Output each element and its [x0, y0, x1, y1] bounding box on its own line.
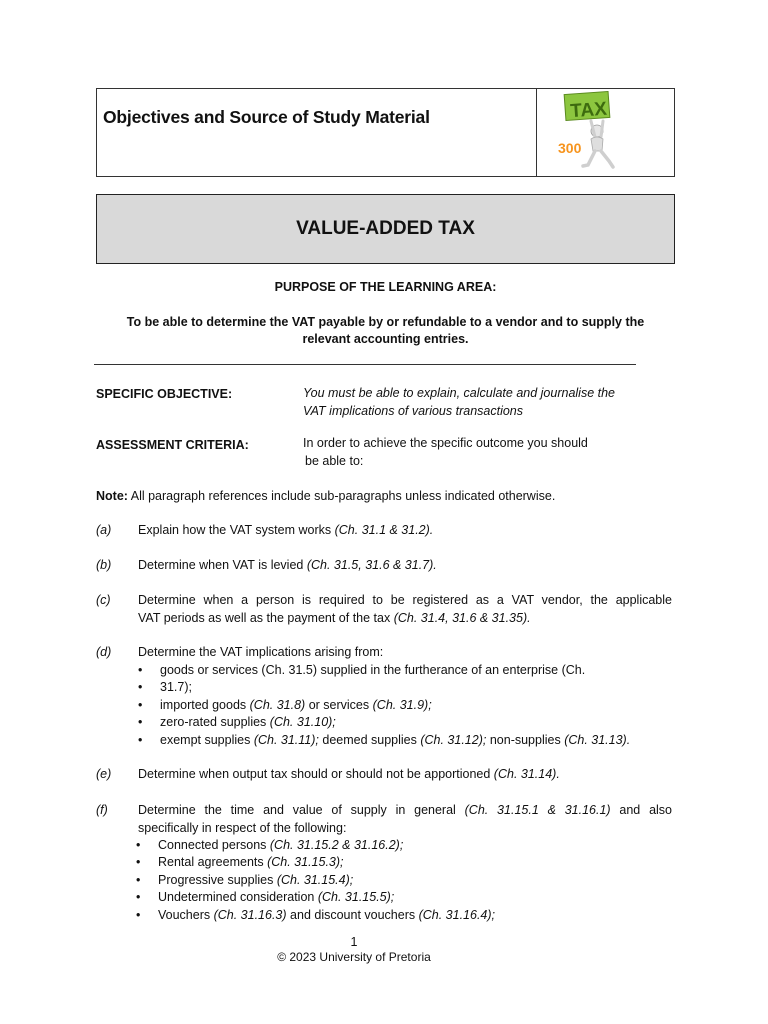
- list-item: [136, 837, 668, 854]
- item-d-bullet-5-text-3: non-supplies: [486, 732, 565, 747]
- purpose-heading: PURPOSE OF THE LEARNING AREA:: [274, 280, 497, 294]
- note: [96, 489, 555, 503]
- bullet-icon: •: [136, 855, 141, 870]
- bullet-icon: •: [138, 715, 143, 730]
- logo-tax-text: TAX: [569, 98, 608, 123]
- item-d-bullet-3-text-2: or services: [305, 697, 373, 712]
- item-b-marker: (b): [96, 558, 112, 572]
- list-item: [136, 854, 668, 871]
- item-f-bullet-5-ref: (Ch. 31.16.3): [213, 907, 287, 922]
- section-title: VALUE-ADDED TAX: [296, 218, 475, 239]
- assessment-criteria-line-1: In order to achieve the specific outcome you should: [303, 436, 588, 450]
- list-item: [138, 679, 670, 696]
- item-d-bullets: [138, 662, 670, 749]
- item-d-marker: (d): [96, 645, 112, 659]
- header-divider: [536, 88, 537, 177]
- list-item: [136, 907, 668, 924]
- divider-line: [94, 364, 636, 365]
- item-f-bullet-5-text: Vouchers: [158, 907, 214, 922]
- item-e-marker: (e): [96, 767, 112, 781]
- item-d-bullet-1: goods or services (Ch. 31.5) supplied in the furtherance of an enterprise (Ch.: [160, 663, 586, 677]
- bullet-icon: •: [138, 663, 143, 677]
- list-item: [138, 714, 670, 731]
- assessment-criteria-text: [303, 435, 648, 470]
- item-f: [138, 802, 672, 837]
- item-c-line-2: VAT periods as well as the payment of the tax: [138, 610, 394, 625]
- bullet-icon: •: [138, 732, 143, 747]
- page-number: 1: [350, 935, 358, 949]
- item-a: [138, 522, 672, 540]
- note-text: All paragraph references include sub-paragraphs unless indicated otherwise.: [127, 489, 556, 503]
- bullet-icon: •: [136, 890, 141, 905]
- specific-objective-label: SPECIFIC OBJECTIVE:: [96, 387, 233, 401]
- item-f-bullet-4-text: Undetermined consideration: [158, 890, 318, 905]
- bullet-icon: •: [136, 907, 141, 922]
- item-b: [138, 557, 672, 575]
- item-f-line-1-text-2: and also: [610, 803, 672, 817]
- item-d-bullet-3-ref-2: (Ch. 31.9);: [372, 697, 432, 712]
- item-a-ref: (Ch. 31.1 & 31.2).: [334, 523, 434, 537]
- item-f-bullet-2-text: Rental agreements: [158, 855, 268, 870]
- item-c-line-1: Determine when a person is required to be registered as a VAT vendor, the applicable: [138, 593, 672, 607]
- item-c-line-2-wrap: [138, 610, 672, 628]
- item-e-ref: (Ch. 31.14).: [493, 767, 560, 781]
- item-c-marker: (c): [96, 593, 111, 607]
- item-c-ref: (Ch. 31.4, 31.6 & 31.35).: [393, 610, 531, 625]
- assessment-criteria-label: ASSESSMENT CRITERIA:: [96, 438, 249, 452]
- item-d-bullet-3-text: imported goods: [160, 697, 250, 712]
- item-d-bullet-2: 31.7);: [160, 680, 192, 695]
- item-f-bullet-5-ref-2: (Ch. 31.16.4);: [418, 907, 496, 922]
- page-title: Objectives and Source of Study Material: [103, 107, 430, 127]
- list-item: [138, 662, 670, 679]
- specific-objective-line-2: VAT implications of various transactions: [303, 403, 524, 418]
- item-f-bullet-3-text: Progressive supplies: [158, 872, 277, 887]
- item-d-bullet-4-ref: (Ch. 31.10);: [269, 715, 336, 730]
- item-c: [138, 592, 672, 627]
- tax-300-logo: [555, 91, 625, 171]
- list-item: [138, 697, 670, 714]
- item-a-marker: (a): [96, 523, 112, 537]
- item-f-marker: (f): [96, 803, 108, 817]
- item-f-line-1-text: Determine the time and value of supply in general: [138, 803, 465, 817]
- purpose-line-1: To be able to determine the VAT payable by or refundable to a vendor and to supply the: [126, 315, 645, 329]
- item-d-bullet-5-text-2: deemed supplies: [318, 732, 421, 747]
- bullet-icon: •: [136, 872, 141, 887]
- item-e: [138, 766, 672, 784]
- item-f-bullet-5-text-2: and discount vouchers: [286, 907, 419, 922]
- copyright-footer: © 2023 University of Pretoria: [277, 950, 431, 964]
- specific-objective-text: [303, 385, 648, 420]
- item-a-text: Explain how the VAT system works: [138, 523, 335, 537]
- item-f-bullet-4-ref: (Ch. 31.15.5);: [317, 890, 395, 905]
- item-e-text: Determine when output tax should or should not be apportioned: [138, 767, 494, 781]
- purpose-line-2: relevant accounting entries.: [302, 332, 469, 346]
- item-f-bullet-1-ref: (Ch. 31.15.2 & 31.16.2);: [269, 838, 404, 852]
- logo-300-text: 300: [558, 140, 582, 156]
- bullet-icon: •: [138, 697, 143, 712]
- item-d-intro: Determine the VAT implications arising from:: [138, 645, 384, 659]
- note-label: Note:: [96, 489, 128, 503]
- item-d-bullet-4-text: zero-rated supplies: [160, 715, 270, 730]
- list-item: [136, 889, 668, 906]
- item-d-bullet-5-ref: (Ch. 31.11);: [253, 732, 319, 747]
- list-item: [138, 732, 670, 749]
- item-d-bullet-5-ref-2: (Ch. 31.12);: [420, 732, 487, 747]
- item-b-ref: (Ch. 31.5, 31.6 & 31.7).: [306, 558, 437, 572]
- item-f-line-1-ref: (Ch. 31.15.1 & 31.16.1): [464, 803, 611, 817]
- assessment-criteria-line-2: be able to:: [305, 453, 364, 468]
- bullet-icon: •: [136, 838, 141, 852]
- item-b-text: Determine when VAT is levied: [138, 558, 307, 572]
- item-d-bullet-5-ref-3: (Ch. 31.13).: [564, 732, 631, 747]
- list-item: [136, 872, 668, 889]
- specific-objective-line-1: You must be able to explain, calculate and journalise the: [303, 386, 616, 400]
- item-d-bullet-5-text: exempt supplies: [160, 732, 254, 747]
- item-d-bullet-3-ref: (Ch. 31.8): [249, 697, 306, 712]
- item-f-bullets: [136, 837, 668, 924]
- bullet-icon: •: [138, 680, 143, 695]
- item-f-bullet-3-ref: (Ch. 31.15.4);: [276, 872, 354, 887]
- item-f-line-2: specifically in respect of the following:: [138, 820, 347, 835]
- item-f-line-1: [138, 802, 672, 820]
- item-f-bullet-1-text: Connected persons: [158, 838, 270, 852]
- item-f-bullet-2-ref: (Ch. 31.15.3);: [267, 855, 344, 870]
